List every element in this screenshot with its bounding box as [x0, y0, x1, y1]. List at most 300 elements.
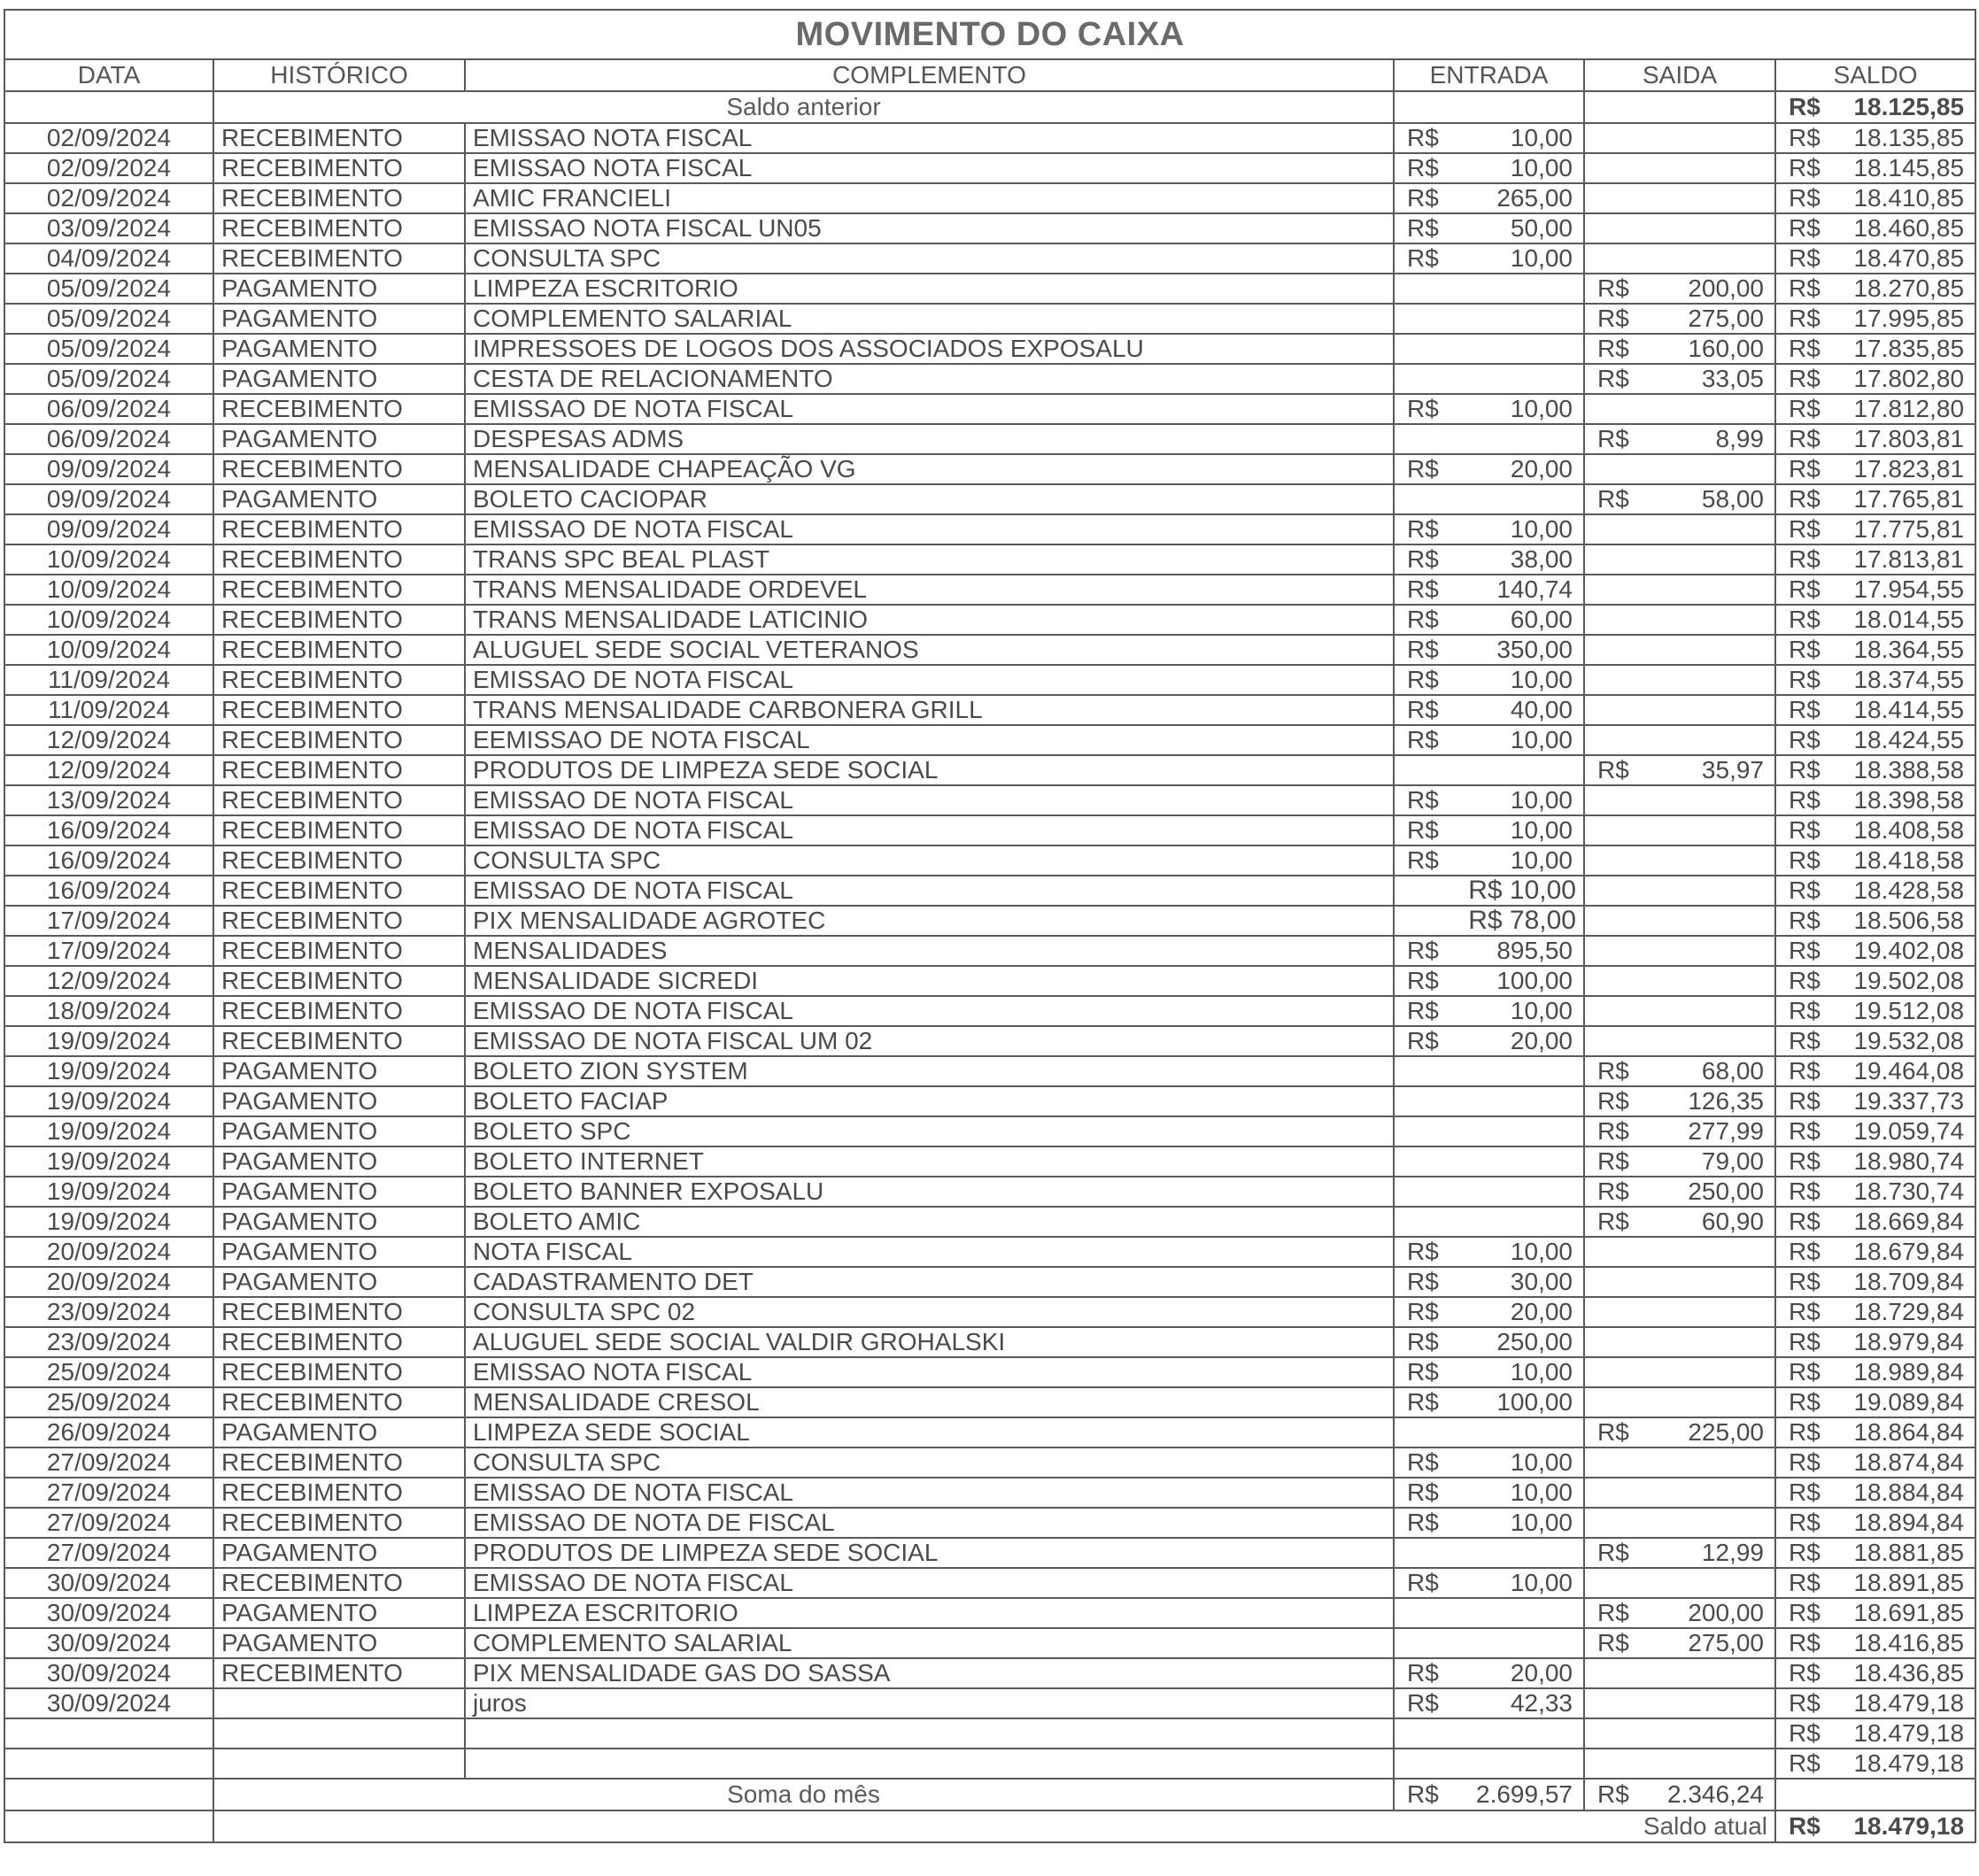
exit-cell: [1584, 1417, 1775, 1448]
currency-symbol: R$: [1789, 305, 1821, 332]
currency-symbol: R$: [1789, 1268, 1821, 1295]
history-cell: [213, 725, 465, 755]
previous-balance-blank: [4, 91, 213, 123]
entry-cell-value: 10,00: [1510, 515, 1573, 543]
balance-cell-value: 18.270,85: [1853, 274, 1965, 302]
balance-cell: [1775, 695, 1975, 725]
complement-cell: [465, 635, 1394, 665]
entry-cell: [1394, 906, 1584, 936]
complement-cell: [465, 394, 1394, 424]
date-cell: [4, 1688, 213, 1718]
currency-symbol: R$: [1789, 846, 1821, 874]
entry-cell: [1394, 1568, 1584, 1598]
date-cell-text: 20/09/2024: [46, 1268, 172, 1295]
complement-cell-text: BOLETO ZION SYSTEM: [473, 1057, 748, 1085]
balance-cell: [1775, 1478, 1975, 1508]
balance-cell-value: 17.954,55: [1853, 575, 1965, 603]
entry-cell: [1394, 394, 1584, 424]
exit-cell: [1584, 1448, 1775, 1478]
table-row: [4, 1598, 1975, 1628]
exit-cell: [1584, 123, 1775, 153]
table-row: [4, 1538, 1975, 1568]
date-cell-text: 20/09/2024: [46, 1238, 172, 1265]
date-cell-text: 25/09/2024: [46, 1388, 172, 1416]
currency-symbol: R$: [1789, 1208, 1821, 1235]
balance-cell: [1775, 815, 1975, 845]
entry-cell: [1394, 755, 1584, 785]
exit-cell: [1584, 153, 1775, 183]
table-row: [4, 605, 1975, 635]
complement-cell: [465, 274, 1394, 304]
entry-cell: [1394, 1508, 1584, 1538]
currency-symbol: R$: [1789, 124, 1821, 151]
exit-cell: [1584, 665, 1775, 695]
date-cell-text: 17/09/2024: [46, 907, 172, 934]
complement-cell-text: EMISSAO NOTA FISCAL UN05: [473, 214, 822, 242]
history-cell-text: RECEBIMENTO: [221, 154, 403, 181]
table-row: [4, 815, 1975, 845]
date-cell: [4, 936, 213, 966]
history-cell-text: RECEBIMENTO: [221, 515, 403, 543]
entry-cell-value: 10,00: [1510, 726, 1573, 753]
exit-cell-value: 79,00: [1701, 1147, 1764, 1175]
currency-symbol: R$: [1789, 1298, 1821, 1325]
currency-symbol: R$: [1407, 1238, 1439, 1265]
history-cell: [213, 1538, 465, 1568]
balance-cell: [1775, 1146, 1975, 1177]
cash-movement-table: [4, 9, 1976, 1843]
balance-cell-value: 19.089,84: [1853, 1388, 1965, 1416]
complement-cell: [465, 605, 1394, 635]
currency-symbol: R$: [1597, 1629, 1629, 1656]
history-cell: [213, 1267, 465, 1297]
balance-cell: [1775, 966, 1975, 996]
table-row: [4, 1508, 1975, 1538]
header-row: [4, 59, 1975, 91]
balance-cell-value: 18.989,84: [1853, 1358, 1965, 1386]
currency-symbol: R$: [1789, 606, 1821, 633]
date-cell: [4, 1598, 213, 1628]
currency-symbol: R$: [1789, 1569, 1821, 1596]
date-cell: [4, 1116, 213, 1146]
balance-cell-value: 17.812,80: [1853, 395, 1965, 422]
complement-cell-text: BOLETO INTERNET: [473, 1147, 704, 1175]
table-row: [4, 213, 1975, 243]
history-cell: [213, 1056, 465, 1086]
page-title: MOVIMENTO DO CAIXA: [4, 10, 1975, 59]
complement-cell: [465, 936, 1394, 966]
currency-symbol: R$: [1407, 997, 1439, 1024]
exit-cell-value: 33,05: [1701, 365, 1764, 392]
complement-cell: [465, 334, 1394, 364]
history-cell-text: PAGAMENTO: [221, 485, 378, 513]
balance-cell: [1775, 845, 1975, 876]
complement-cell-text: AMIC FRANCIELI: [473, 184, 672, 212]
date-cell-text: 16/09/2024: [46, 816, 172, 844]
complement-cell: [465, 514, 1394, 544]
currency-symbol: R$: [1789, 93, 1821, 120]
history-cell-text: PAGAMENTO: [221, 1268, 378, 1295]
transactions-body: [4, 123, 1975, 1779]
date-cell: [4, 575, 213, 605]
previous-balance-entry-blank: [1394, 91, 1584, 123]
table-row: [4, 1658, 1975, 1688]
date-cell: [4, 1417, 213, 1448]
currency-symbol: R$: [1597, 1539, 1629, 1566]
table-row: [4, 1357, 1975, 1387]
complement-cell: [465, 1508, 1394, 1538]
exit-cell-value: 277,99: [1688, 1117, 1764, 1145]
balance-cell: [1775, 1718, 1975, 1749]
currency-symbol: R$: [1789, 365, 1821, 392]
table-row: [4, 364, 1975, 394]
balance-cell-value: 18.479,18: [1853, 1749, 1965, 1777]
balance-cell: [1775, 544, 1975, 575]
date-cell-text: 11/09/2024: [47, 666, 171, 693]
date-cell-text: 30/09/2024: [46, 1629, 172, 1656]
table-row: [4, 454, 1975, 484]
currency-symbol: R$: [1407, 395, 1439, 422]
column-header-complement: COMPLEMENTO: [465, 59, 1394, 91]
entry-cell: [1394, 1327, 1584, 1357]
history-cell: [213, 1448, 465, 1478]
history-cell-text: PAGAMENTO: [221, 1418, 378, 1446]
entry-cell: [1394, 1417, 1584, 1448]
month-total-row: [4, 1779, 1975, 1810]
entry-cell-value: 10,00: [1510, 1478, 1573, 1506]
entry-cell: [1394, 243, 1584, 274]
table-row: [4, 484, 1975, 514]
entry-cell: [1394, 966, 1584, 996]
date-cell: [4, 394, 213, 424]
balance-cell-value: 17.765,81: [1853, 485, 1965, 513]
history-cell: [213, 213, 465, 243]
table-row: [4, 1207, 1975, 1237]
exit-cell: [1584, 1628, 1775, 1658]
balance-cell: [1775, 1568, 1975, 1598]
currency-symbol: R$: [1407, 515, 1439, 543]
date-cell: [4, 334, 213, 364]
exit-cell: [1584, 1056, 1775, 1086]
complement-cell: [465, 1628, 1394, 1658]
table-row: [4, 1327, 1975, 1357]
date-cell-text: 03/09/2024: [46, 214, 172, 242]
month-total-exit-cell: [1584, 1779, 1775, 1810]
exit-cell: [1584, 575, 1775, 605]
exit-cell: [1584, 1177, 1775, 1207]
balance-cell: [1775, 1387, 1975, 1417]
date-cell: [4, 695, 213, 725]
balance-cell: [1775, 1448, 1975, 1478]
complement-cell: [465, 424, 1394, 454]
date-cell: [4, 1568, 213, 1598]
history-cell: [213, 785, 465, 815]
date-cell-text: 30/09/2024: [46, 1599, 172, 1626]
complement-cell-text: NOTA FISCAL: [473, 1238, 632, 1265]
balance-cell: [1775, 394, 1975, 424]
complement-cell: [465, 1297, 1394, 1327]
exit-cell: [1584, 876, 1775, 906]
entry-cell: [1394, 514, 1584, 544]
date-cell-text: 19/09/2024: [46, 1147, 172, 1175]
exit-cell: [1584, 1146, 1775, 1177]
complement-cell-text: LIMPEZA ESCRITORIO: [473, 1599, 738, 1626]
exit-cell: [1584, 1267, 1775, 1297]
exit-cell: [1584, 484, 1775, 514]
month-total-label: Soma do mês: [213, 1779, 1394, 1810]
date-cell-text: 12/09/2024: [46, 726, 172, 753]
entry-cell: [1394, 1628, 1584, 1658]
currency-symbol: R$: [1789, 575, 1821, 603]
table-row: [4, 1267, 1975, 1297]
exit-cell: [1584, 635, 1775, 665]
complement-cell-text: EMISSAO DE NOTA FISCAL: [473, 515, 794, 543]
currency-symbol: R$: [1789, 335, 1821, 362]
history-cell-text: RECEBIMENTO: [221, 907, 403, 934]
history-cell: [213, 1718, 465, 1749]
entry-cell-value: 10,00: [1510, 666, 1573, 693]
complement-cell-text: LIMPEZA ESCRITORIO: [473, 274, 738, 302]
currency-symbol: R$: [1597, 1418, 1629, 1446]
history-cell: [213, 544, 465, 575]
date-cell-text: 10/09/2024: [46, 606, 172, 633]
entry-cell-value: 350,00: [1496, 636, 1573, 663]
complement-cell-text: CONSULTA SPC: [473, 846, 661, 874]
date-cell-text: 05/09/2024: [46, 274, 172, 302]
balance-cell: [1775, 1749, 1975, 1779]
previous-balance-value: 18.125,85: [1853, 93, 1965, 120]
balance-cell-value: 18.014,55: [1853, 606, 1965, 633]
table-row: [4, 785, 1975, 815]
history-cell-text: RECEBIMENTO: [221, 876, 403, 904]
date-cell-text: 02/09/2024: [46, 184, 172, 212]
balance-cell: [1775, 1658, 1975, 1688]
history-cell-text: RECEBIMENTO: [221, 575, 403, 603]
complement-cell: [465, 1116, 1394, 1146]
currency-symbol: R$: [1407, 636, 1439, 663]
complement-cell-text: PIX MENSALIDADE GAS DO SASSA: [473, 1659, 891, 1687]
date-cell: [4, 274, 213, 304]
date-cell: [4, 996, 213, 1026]
exit-cell: [1584, 755, 1775, 785]
history-cell: [213, 1207, 465, 1237]
currency-symbol: R$: [1597, 1057, 1629, 1085]
history-cell-text: PAGAMENTO: [221, 1599, 378, 1626]
complement-cell: [465, 1146, 1394, 1177]
balance-cell: [1775, 936, 1975, 966]
complement-cell-text: DESPESAS ADMS: [473, 425, 684, 452]
date-cell: [4, 725, 213, 755]
complement-cell: [465, 1327, 1394, 1357]
complement-cell-text: CESTA DE RELACIONAMENTO: [473, 365, 833, 392]
history-cell-text: RECEBIMENTO: [221, 636, 403, 663]
date-cell: [4, 1297, 213, 1327]
date-cell: [4, 1658, 213, 1688]
currency-symbol: R$: [1407, 1328, 1439, 1355]
date-cell: [4, 1508, 213, 1538]
history-cell: [213, 274, 465, 304]
date-cell: [4, 1327, 213, 1357]
date-cell: [4, 484, 213, 514]
table-row: [4, 845, 1975, 876]
table-row: [4, 123, 1975, 153]
date-cell: [4, 1267, 213, 1297]
currency-symbol: R$: [1789, 1418, 1821, 1446]
history-cell-text: RECEBIMENTO: [221, 1027, 403, 1054]
complement-cell-text: BOLETO AMIC: [473, 1208, 641, 1235]
complement-cell: [465, 544, 1394, 575]
history-cell-text: PAGAMENTO: [221, 1087, 378, 1115]
date-cell-text: 30/09/2024: [46, 1659, 172, 1687]
complement-cell-text: PRODUTOS DE LIMPEZA SEDE SOCIAL: [473, 756, 939, 784]
entry-cell: [1394, 1116, 1584, 1146]
complement-cell: [465, 575, 1394, 605]
table-row: [4, 665, 1975, 695]
date-cell-text: 05/09/2024: [46, 305, 172, 332]
history-cell-text: RECEBIMENTO: [221, 846, 403, 874]
history-cell: [213, 1177, 465, 1207]
history-cell: [213, 364, 465, 394]
balance-cell-value: 18.479,18: [1853, 1719, 1965, 1747]
history-cell: [213, 1508, 465, 1538]
balance-cell: [1775, 635, 1975, 665]
exit-cell: [1584, 1538, 1775, 1568]
complement-cell-text: CADASTRAMENTO DET: [473, 1268, 754, 1295]
balance-cell-value: 18.884,84: [1853, 1478, 1965, 1506]
complement-cell: [465, 1749, 1394, 1779]
currency-symbol: R$: [1789, 756, 1821, 784]
currency-symbol: R$: [1789, 1478, 1821, 1506]
balance-cell-value: 18.979,84: [1853, 1328, 1965, 1355]
entry-cell-value: 895,50: [1496, 937, 1573, 964]
table-row: [4, 695, 1975, 725]
balance-cell: [1775, 996, 1975, 1026]
history-cell-text: RECEBIMENTO: [221, 1659, 403, 1687]
currency-symbol: R$: [1789, 876, 1821, 904]
balance-cell: [1775, 484, 1975, 514]
entry-cell-value: 100,00: [1496, 1388, 1573, 1416]
balance-cell-value: 18.388,58: [1853, 756, 1965, 784]
exit-cell: [1584, 304, 1775, 334]
date-cell-text: 17/09/2024: [46, 937, 172, 964]
table-row: [4, 1146, 1975, 1177]
balance-cell-value: 18.408,58: [1853, 816, 1965, 844]
complement-cell: [465, 1056, 1394, 1086]
balance-cell-value: 18.881,85: [1853, 1539, 1965, 1566]
balance-cell-value: 18.374,55: [1853, 666, 1965, 693]
currency-symbol: R$: [1597, 274, 1629, 302]
complement-cell-text: PRODUTOS DE LIMPEZA SEDE SOCIAL: [473, 1539, 939, 1566]
complement-cell: [465, 1086, 1394, 1116]
month-total-entry: 2.699,57: [1476, 1780, 1573, 1808]
currency-symbol: R$: [1789, 937, 1821, 964]
exit-cell: [1584, 544, 1775, 575]
table-row: [4, 1718, 1975, 1749]
currency-symbol: R$: [1407, 244, 1439, 272]
entry-cell-value: 10,00: [1510, 786, 1573, 814]
currency-symbol: R$: [1789, 485, 1821, 513]
date-cell: [4, 1177, 213, 1207]
currency-symbol: R$: [1789, 1177, 1821, 1205]
entry-cell: [1394, 876, 1584, 906]
history-cell-text: RECEBIMENTO: [221, 124, 403, 151]
currency-symbol: R$: [1789, 395, 1821, 422]
entry-cell: [1394, 1448, 1584, 1478]
balance-cell-value: 18.436,85: [1853, 1659, 1965, 1687]
entry-cell: [1394, 1146, 1584, 1177]
currency-symbol: R$: [1789, 1539, 1821, 1566]
currency-symbol: R$: [1789, 636, 1821, 663]
complement-cell-text: EMISSAO DE NOTA FISCAL: [473, 816, 794, 844]
currency-symbol: R$: [1789, 1812, 1821, 1840]
entry-cell-value: 100,00: [1496, 967, 1573, 994]
balance-cell-value: 18.410,85: [1853, 184, 1965, 212]
date-cell-text: 19/09/2024: [46, 1117, 172, 1145]
exit-cell: [1584, 785, 1775, 815]
balance-cell: [1775, 1508, 1975, 1538]
currency-symbol: R$: [1789, 244, 1821, 272]
complement-cell: [465, 1207, 1394, 1237]
date-cell: [4, 304, 213, 334]
balance-cell-value: 18.669,84: [1853, 1208, 1965, 1235]
date-cell-text: 02/09/2024: [46, 124, 172, 151]
exit-cell-value: 200,00: [1688, 274, 1764, 302]
date-cell-text: 19/09/2024: [46, 1177, 172, 1205]
complement-cell-text: EMISSAO DE NOTA FISCAL: [473, 1569, 794, 1596]
balance-cell: [1775, 1357, 1975, 1387]
entry-cell: [1394, 635, 1584, 665]
balance-cell-value: 17.995,85: [1853, 305, 1965, 332]
history-cell-text: PAGAMENTO: [221, 365, 378, 392]
entry-cell: [1394, 424, 1584, 454]
entry-cell: [1394, 304, 1584, 334]
currency-symbol: R$: [1789, 1388, 1821, 1416]
exit-cell: [1584, 1508, 1775, 1538]
history-cell: [213, 815, 465, 845]
entry-cell: [1394, 605, 1584, 635]
date-cell-text: 26/09/2024: [46, 1418, 172, 1446]
currency-symbol: R$: [1407, 154, 1439, 181]
complement-cell: [465, 484, 1394, 514]
exit-cell: [1584, 1026, 1775, 1056]
complement-cell-text: EEMISSAO DE NOTA FISCAL: [473, 726, 810, 753]
complement-cell-text: MENSALIDADE SICREDI: [473, 967, 759, 994]
complement-cell-text: PIX MENSALIDADE AGROTEC: [473, 907, 826, 934]
history-cell: [213, 183, 465, 213]
history-cell-text: RECEBIMENTO: [221, 1358, 403, 1386]
entry-cell: [1394, 1207, 1584, 1237]
balance-cell-value: 18.470,85: [1853, 244, 1965, 272]
entry-cell-value: 10,00: [1510, 1509, 1573, 1536]
balance-cell-value: 18.416,85: [1853, 1629, 1965, 1656]
balance-cell: [1775, 755, 1975, 785]
date-cell-text: 27/09/2024: [46, 1478, 172, 1506]
currency-symbol: R$: [1597, 485, 1629, 513]
entry-cell: [1394, 1086, 1584, 1116]
exit-cell-value: 8,99: [1715, 425, 1764, 452]
entry-cell: [1394, 665, 1584, 695]
currency-symbol: R$: [1789, 1328, 1821, 1355]
currency-symbol: R$: [1789, 816, 1821, 844]
date-cell-text: 04/09/2024: [46, 244, 172, 272]
complement-cell-text: EMISSAO DE NOTA FISCAL: [473, 997, 794, 1024]
date-cell: [4, 1056, 213, 1086]
table-row: [4, 304, 1975, 334]
currency-symbol: R$: [1789, 1599, 1821, 1626]
entry-cell: [1394, 1297, 1584, 1327]
date-cell: [4, 514, 213, 544]
currency-symbol: R$: [1597, 305, 1629, 332]
